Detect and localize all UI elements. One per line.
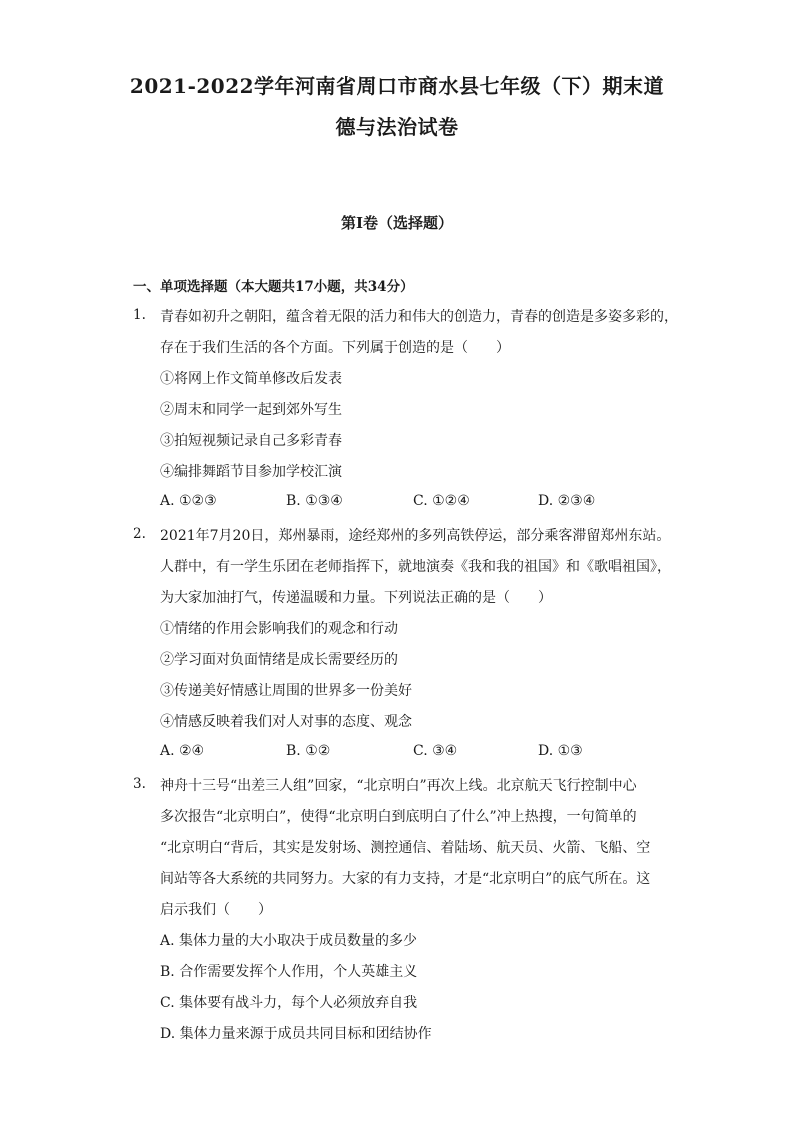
question-stem-line: 神舟十三号“出差三人组”回家，“北京明白”再次上线。北京航天飞行控制中心 [160,778,637,794]
statement-item: ④编排舞蹈节目参加学校汇演 [160,464,342,480]
statement-item: ②学习面对负面情绪是成长需要经历的 [160,652,398,668]
answer-option-d: D. 集体力量来源于成员共同目标和团结协作 [160,1026,432,1042]
answer-option-c: C. ③④ [413,743,458,759]
answer-option-b: B. ①③④ [286,493,343,509]
statement-item: ③拍短视频记录自己多彩青春 [160,433,342,449]
question-stem-line: 为大家加油打气，传递温暖和力量。下列说法正确的是（ ） [160,590,552,606]
question-stem-line: 多次报告“北京明白”，使得“北京明白到底明白了什么”冲上热搜，一句简单的 [160,809,637,825]
answer-option-d: D. ②③④ [538,493,596,509]
answer-option-c: C. 集体要有战斗力，每个人必须放弃自我 [160,995,418,1011]
question-number: 1. [133,307,146,323]
question-stem-line: 启示我们（ ） [160,902,272,918]
statement-item: ④情感反映着我们对人对事的态度、观念 [160,714,412,730]
answer-option-c: C. ①②④ [413,493,470,509]
statement-item: ①情绪的作用会影响我们的观念和行动 [160,621,398,637]
section-heading: 一、单项选择题（本大题共17小题，共34分） [133,279,414,295]
question-stem-line: 存在于我们生活的各个方面。下列属于创造的是（ ） [160,340,510,356]
document-title-line2: 德与法治试卷 [335,115,459,139]
document-title-line1: 2021-2022学年河南省周口市商水县七年级（下）期末道 [129,74,665,98]
question-stem-line: 间站等各大系统的共同努力。大家的有力支持，才是“北京明白”的底气所在。这 [160,871,651,887]
question-number: 2. [133,526,146,542]
part-title: 第I卷（选择题） [340,214,454,232]
answer-option-a: A. ②④ [160,743,205,759]
statement-item: ①将网上作文简单修改后发表 [160,371,342,387]
answer-option-a: A. ①②③ [160,493,217,509]
question-number: 3. [133,776,146,792]
question-stem-line: 青春如初升之朝阳，蕴含着无限的活力和伟大的创造力，青春的创造是多姿多彩的， [160,309,678,325]
answer-option-a: A. 集体力量的大小取决于成员数量的多少 [160,933,418,949]
statement-item: ②周末和同学一起到郊外写生 [160,402,342,418]
question-stem-line: 2021年7月20日，郑州暴雨，途经郑州的多列高铁停运，部分乘客滞留郑州东站。 [160,528,671,544]
question-stem-line: “北京明白“背后，其实是发射场、测控通信、着陆场、航天员、火箭、飞船、空 [160,840,651,856]
question-stem-line: 人群中，有一学生乐团在老师指挥下，就地演奏《我和我的祖国》和《歌唱祖国》， [160,559,671,575]
answer-option-d: D. ①③ [538,743,583,759]
answer-option-b: B. ①② [286,743,331,759]
statement-item: ③传递美好情感让周围的世界多一份美好 [160,683,412,699]
answer-option-b: B. 合作需要发挥个人作用，个人英雄主义 [160,964,418,980]
